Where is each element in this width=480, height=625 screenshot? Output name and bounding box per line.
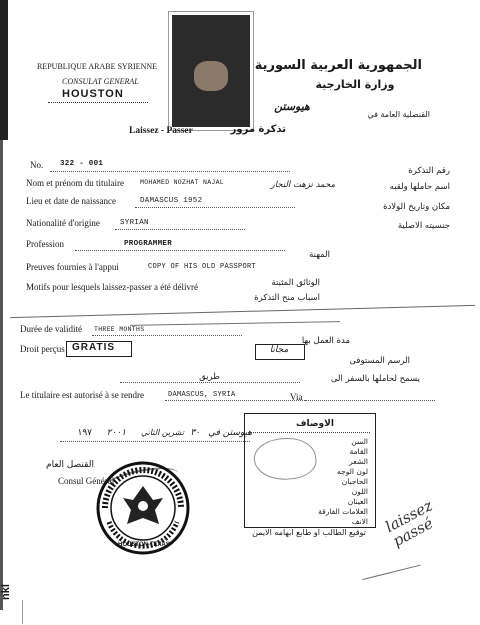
header-city-ar: هيوستن [274, 100, 310, 113]
motifs-handwriting-2 [130, 316, 340, 326]
header-city: HOUSTON [62, 88, 124, 100]
profession-value: PROGRAMMER [124, 240, 173, 248]
profession-label-ar: المهنة [309, 250, 330, 260]
motifs-label-ar: اسباب منح التذكرة [254, 293, 320, 303]
name-ar: محمد نزهت النجار [270, 180, 335, 190]
name-value: MOHAMED NOZHAT NAJAL [140, 179, 225, 186]
fees-ar: مجانا [269, 345, 289, 355]
header-consulate-ar: القنصلية العامة في [367, 110, 430, 119]
nationality-label: Nationalité d'origine [26, 218, 100, 228]
title-ar: تذكرة مرور [230, 124, 286, 135]
birth-label: Lieu et date de naissance [26, 196, 116, 206]
authorized-value: DAMASCUS, SYRIA [168, 391, 236, 399]
date-day-ar: ٣٠ [190, 428, 200, 438]
margin-text: nkl [0, 584, 12, 600]
consul-ar: القنصل العام [46, 460, 94, 470]
date-dots [60, 441, 250, 442]
date-year-ar: ٢٠٠١ [106, 428, 126, 438]
proofs-label-ar: الوثائق المثبتة [271, 278, 320, 288]
date-suffix-ar: ١٩٧ [77, 428, 92, 438]
holder-signature [359, 553, 420, 580]
margin-faint-lines [22, 600, 31, 624]
travel-via-ar: طريق [199, 372, 220, 382]
description-row-hair: الشعر [349, 457, 368, 466]
description-row-age: السن [351, 437, 368, 446]
no-value: 322 - 001 [60, 160, 104, 168]
description-divider [248, 432, 370, 433]
title-fr: Laissez - Passer [129, 126, 193, 136]
name-label: Nom et prénom du titulaire [26, 178, 124, 188]
name-label-ar: اسم حاملها ولقبه [389, 182, 450, 192]
via-label: Via [290, 392, 303, 402]
nationality-value: SYRIAN [120, 219, 149, 227]
motifs-label: Motifs pour lesquels laissez-passer a été délivré [26, 282, 198, 292]
handwritten-note: laissez passé [382, 496, 437, 551]
photo-border [168, 11, 254, 131]
via-dots [305, 400, 435, 401]
nationality-label-ar: جنسيته الاصلية [397, 221, 450, 231]
holder-photo [172, 15, 250, 127]
nationality-dots [115, 229, 245, 230]
header-republic-ar: الجمهورية العربية السورية [254, 58, 422, 73]
proofs-value: COPY OF HIS OLD PASSPORT [148, 263, 257, 271]
authorized-label: Le titulaire est autorisé à se rendre [20, 390, 144, 400]
birth-label-ar: مكان وتاريخ الولادة [383, 202, 450, 212]
duration-dots [92, 335, 242, 336]
left-edge-shadow [0, 0, 8, 140]
description-row-nose: الانف [351, 517, 368, 526]
birth-value: DAMASCUS 1952 [140, 197, 203, 205]
no-dots [50, 171, 290, 172]
profession-label: Profession [26, 239, 64, 249]
seal-city: HOUSTON-TEXAS [118, 542, 170, 548]
proofs-label: Preuves fournies à l'appui [26, 262, 119, 272]
duration-label-ar: مدة العمل بها [301, 336, 350, 346]
duration-value: THREE MONTHS [94, 326, 145, 333]
travel-dots [120, 382, 300, 383]
header-consulate: CONSULAT GENERAL [62, 77, 139, 86]
date-month-ar: تشرين الثاني [140, 428, 184, 437]
left-edge-shadow-lower [0, 140, 3, 610]
description-title-ar: الاوصاف [296, 419, 334, 429]
travel-label-ar: يسمح لحاملها بالسفر الى [330, 374, 420, 384]
no-label: No. [30, 160, 44, 170]
description-row-complexion: لون الوجه [337, 467, 368, 476]
description-row-color: اللون [351, 487, 368, 496]
fees-label: Droit perçus [20, 344, 65, 354]
birth-dots [135, 207, 295, 208]
description-row-eyebrows: الحاجبان [341, 477, 368, 486]
header-ministry-ar: وزارة الخارجية [315, 78, 395, 91]
description-row-marks: العلامات الفارقة [318, 507, 368, 516]
thumb-caption-ar: توقيع الطالب او طابع ابهامه الايمن [252, 528, 366, 537]
description-row-height: القامة [349, 447, 368, 456]
header-republic: REPUBLIQUE ARABE SYRIENNE [37, 62, 158, 71]
profession-dots [75, 250, 285, 251]
no-label-ar: رقم التذكرة [408, 166, 450, 176]
header-underline [48, 102, 148, 103]
date-prefix-ar: هيوستن في [208, 428, 252, 438]
duration-label: Durée de validité [20, 324, 82, 334]
fees-label-ar: الرسم المستوفى [349, 356, 410, 366]
consul-fr: Consul Général [58, 476, 115, 486]
description-row-eyes: العينان [347, 497, 368, 506]
fees-value: GRATIS [72, 342, 116, 353]
